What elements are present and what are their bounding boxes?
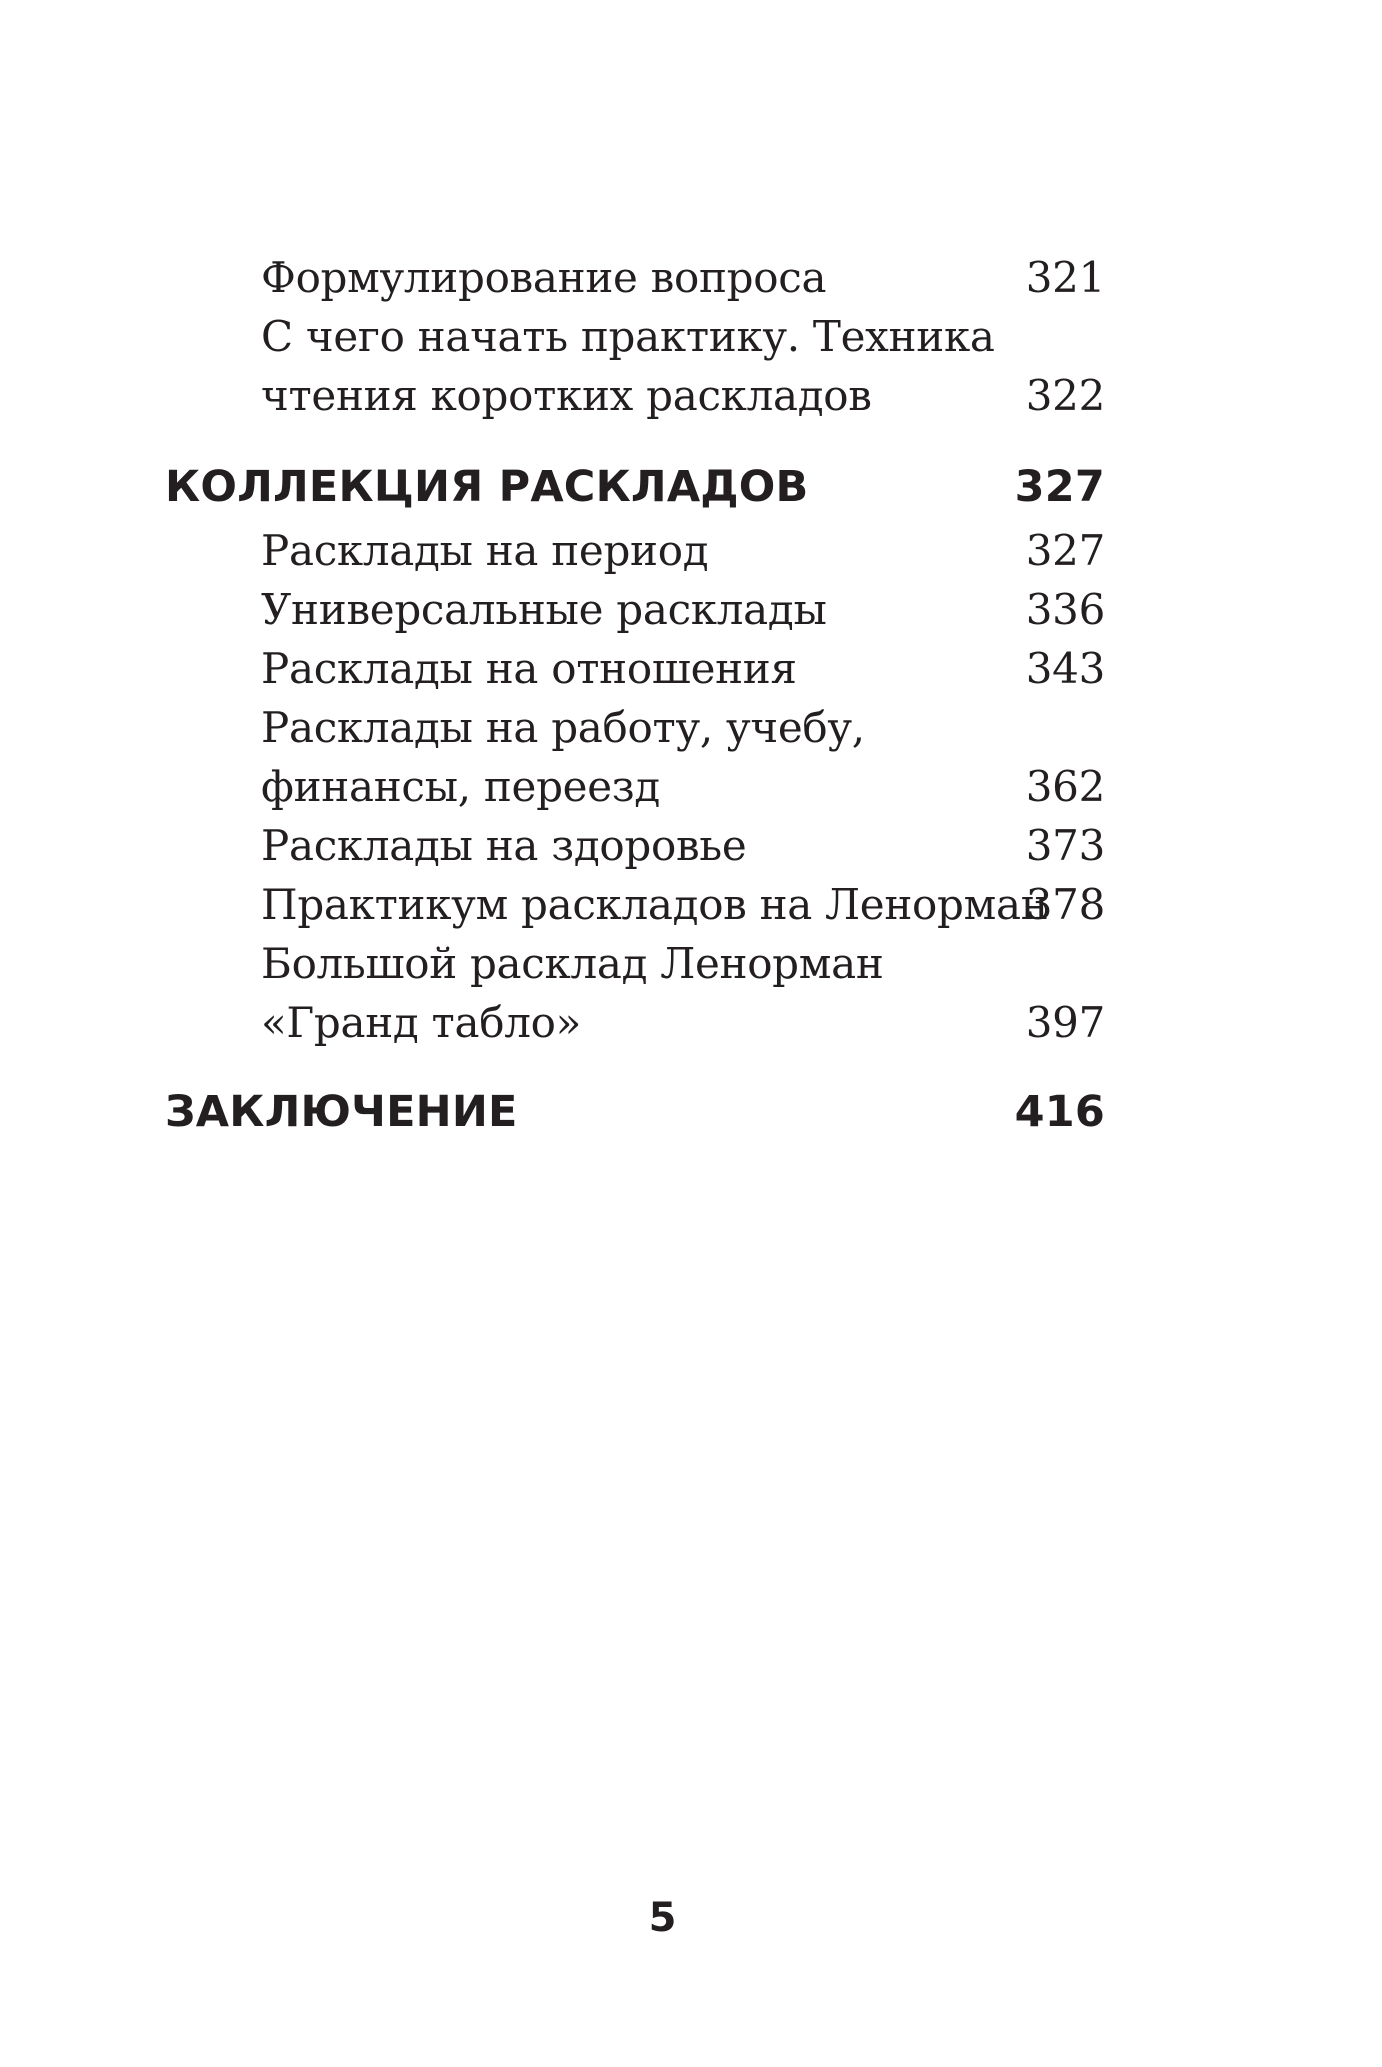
toc-entry [165, 248, 1105, 307]
toc-entry [165, 934, 1105, 1052]
toc-entry-title: Формулирование вопроса [261, 253, 827, 302]
section-title: ЗАКЛЮЧЕНИЕ [165, 1087, 518, 1137]
toc-entry [165, 639, 1105, 698]
toc-section-heading [165, 457, 1105, 517]
section-title: КОЛЛЕКЦИЯ РАСКЛАДОВ [165, 462, 809, 512]
toc-entry-title-continued: чтения коротких раскладов [261, 371, 872, 420]
toc-entry-page: 343 [1025, 644, 1105, 693]
toc-entry-title: Расклады на здоровье [261, 821, 747, 870]
toc-entry-title: Расклады на отношения [261, 644, 797, 693]
toc-entry [165, 816, 1105, 875]
toc-entry-title: Практикум раскладов на Ленорман [261, 880, 1049, 929]
toc-entry-page: 327 [1025, 526, 1105, 575]
toc-group-2 [165, 521, 1105, 1052]
page-number: 5 [648, 1895, 677, 1941]
toc-entry-page: 378 [1025, 880, 1105, 929]
toc-entry-title-continued: «Гранд табло» [261, 998, 581, 1047]
toc-entry-page: 397 [1025, 998, 1105, 1047]
toc-section-heading [165, 1082, 1105, 1142]
toc-entry-title: Расклады на период [261, 526, 709, 575]
toc-group-1 [165, 248, 1105, 425]
toc-entry [165, 875, 1105, 934]
toc-entry-title: Большой расклад Ленорман [261, 939, 884, 988]
toc-entry [165, 307, 1105, 425]
section-page: 327 [1014, 462, 1105, 512]
toc-entry-title: Расклады на работу, учебу, [261, 703, 865, 752]
toc-entry-page: 336 [1025, 585, 1105, 634]
toc-entry-title: С чего начать практику. Техника [261, 312, 995, 361]
table-of-contents [165, 248, 1105, 1142]
toc-entry [165, 580, 1105, 639]
toc-entry-page: 362 [1025, 762, 1105, 811]
toc-entry-page: 321 [1025, 253, 1105, 302]
toc-entry [165, 521, 1105, 580]
toc-entry-title-continued: финансы, переезд [261, 762, 660, 811]
toc-entry-page: 322 [1025, 371, 1105, 420]
section-page: 416 [1014, 1087, 1105, 1137]
toc-entry-page: 373 [1025, 821, 1105, 870]
toc-entry [165, 698, 1105, 816]
toc-entry-title: Универсальные расклады [261, 585, 827, 634]
